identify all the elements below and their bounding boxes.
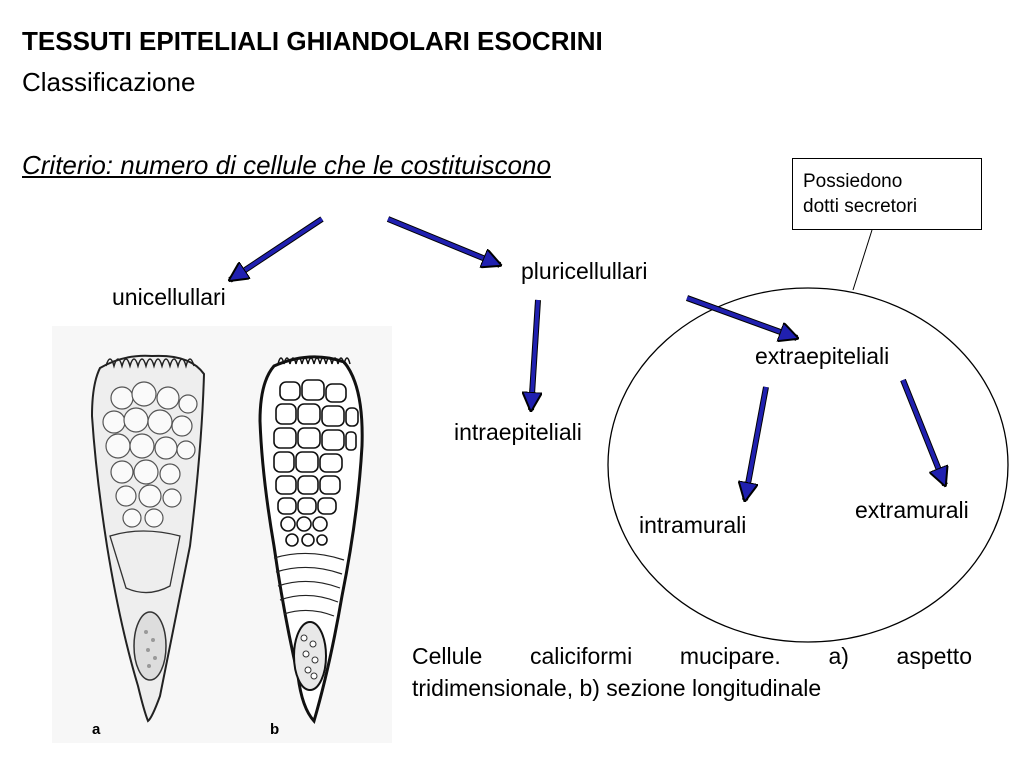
page-subtitle: Classificazione — [22, 67, 196, 97]
arrow-to-extramural-fill — [903, 380, 945, 485]
figure-label-b: b — [270, 721, 280, 738]
note-connector-line — [853, 230, 872, 290]
node-multicellular: pluricellullari — [521, 258, 648, 284]
node-intraepithelial: intraepiteliali — [454, 419, 582, 445]
note-box — [792, 158, 982, 230]
caption-line-1: Cellule caliciformi mucipare. a) aspetto — [412, 643, 972, 669]
figure-caption — [412, 640, 972, 704]
node-extramural: extramurali — [855, 497, 969, 523]
note-line-2: dotti secretori — [803, 196, 918, 217]
page-title: TESSUTI EPITELIALI GHIANDOLARI ESOCRINI — [22, 26, 603, 56]
arrow-to-extraepithelial-fill — [687, 298, 797, 338]
goblet-cell-figure — [52, 326, 392, 743]
arrow-to-multicellular-fill — [388, 219, 500, 265]
node-unicellular: unicellullari — [112, 284, 226, 310]
note-line-1: Possiedono — [803, 171, 903, 192]
arrow-to-unicellular-fill — [230, 219, 322, 280]
figure-label-a: a — [92, 721, 101, 738]
node-intramural: intramurali — [639, 512, 747, 538]
node-extraepithelial: extraepiteliali — [755, 343, 890, 369]
arrow-to-intramural-fill — [745, 387, 766, 500]
goblet-cell-drawing — [52, 326, 392, 743]
classification-criterion: Criterio: numero di cellule che le costituiscono — [22, 150, 551, 180]
caption-line-2: tridimensionale, b) sezione longitudinale — [412, 675, 822, 701]
